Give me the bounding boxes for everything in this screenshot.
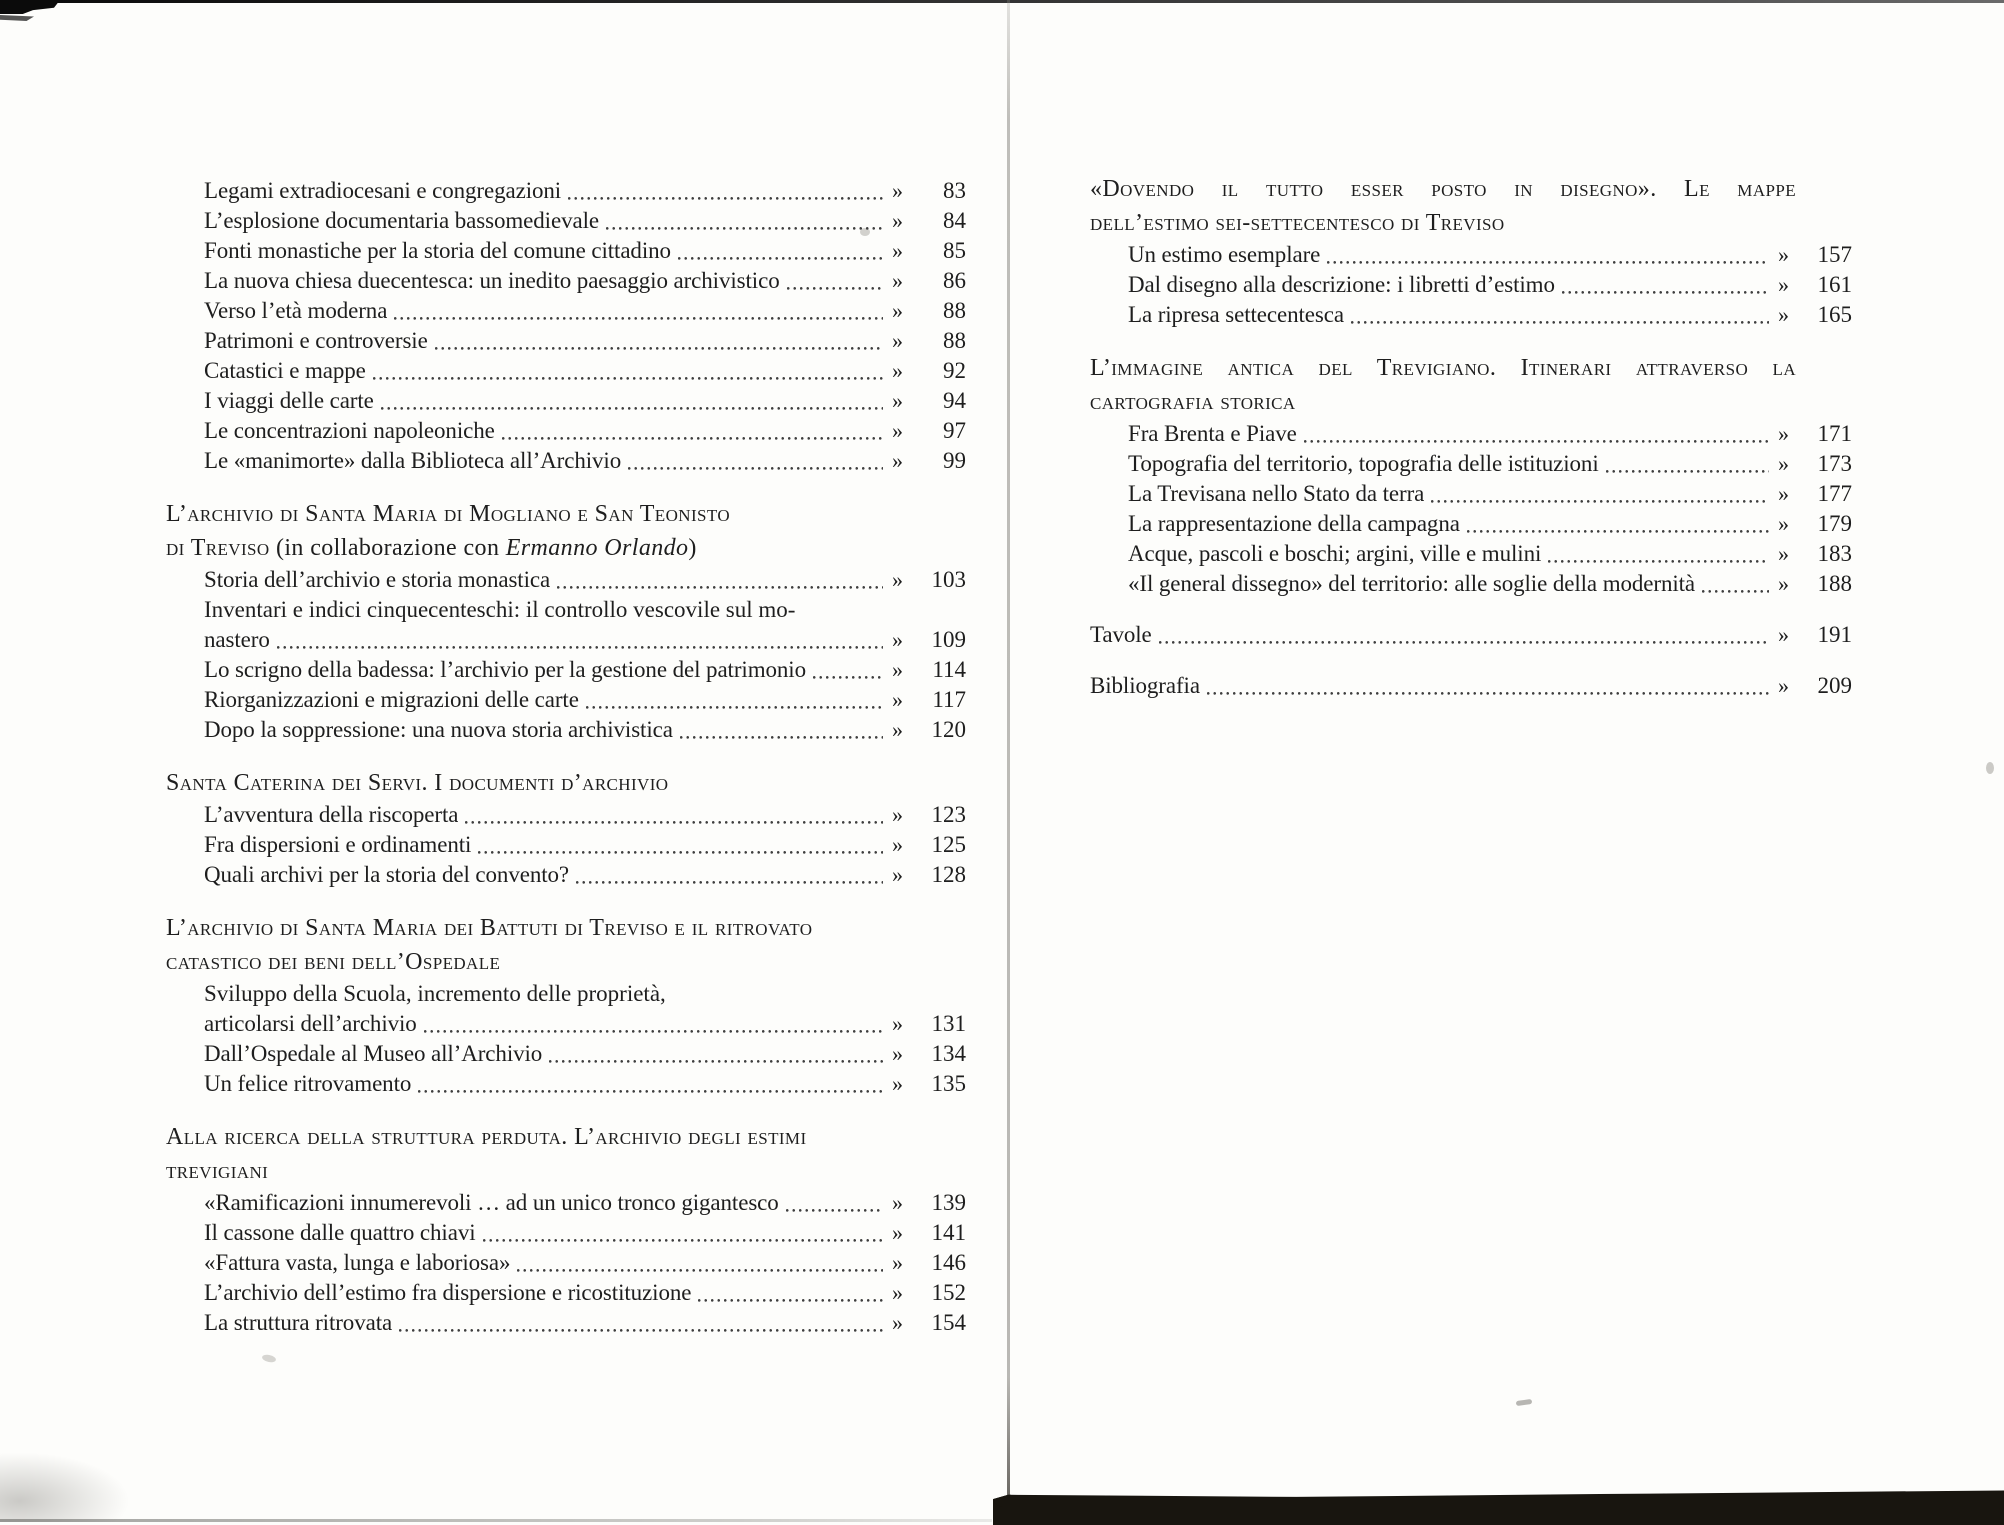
entry-row (204, 1248, 966, 1278)
entry-text: Topografia del territorio, topografia delle istituzioni (1128, 451, 1599, 476)
dot-leader (483, 1239, 883, 1242)
page-mark: » (1778, 511, 1789, 536)
toc-entry (166, 266, 966, 296)
entry-row (204, 830, 966, 860)
heading-segment: L’archivio di Santa Maria di Mogliano e San Teonisto (166, 501, 731, 527)
page-number: 123 (931, 802, 966, 827)
dot-leader (606, 227, 883, 230)
heading-line (166, 497, 966, 531)
page-number: 131 (931, 1011, 966, 1036)
entry-row (204, 386, 966, 416)
heading-segment: Ermanno Orlando (505, 535, 689, 561)
page-gutter-line (1007, 0, 1010, 1497)
entry-text: «Fattura vasta, lunga e laboriosa» (204, 1250, 511, 1275)
toc-entry (166, 1308, 966, 1338)
entry-row (1128, 270, 1852, 300)
heading-segment: trevigiani (166, 1158, 269, 1184)
dot-leader (1562, 291, 1769, 294)
entry-text: Acque, pascoli e boschi; argini, ville e mulini (1128, 541, 1542, 566)
page-number: 109 (931, 627, 966, 652)
dot-leader (381, 407, 883, 410)
heading-line (1090, 385, 1852, 419)
page-mark: » (1778, 302, 1789, 327)
toc-entry (166, 715, 966, 745)
entry-text: Il cassone dalle quattro chiavi (204, 1220, 476, 1245)
page-number: 152 (931, 1280, 966, 1305)
entry-text: Catastici e mappe (204, 358, 366, 383)
dot-leader (586, 706, 883, 709)
toc-entry (1090, 539, 1852, 569)
dot-leader (1207, 692, 1769, 695)
toc-entry (166, 979, 966, 1039)
entry-text: La Trevisana nello Stato da terra (1128, 481, 1425, 506)
entry-row (204, 1188, 966, 1218)
page-mark: » (1778, 451, 1789, 476)
toc-entry (166, 446, 966, 476)
entry-row (204, 1039, 966, 1069)
page-number: 103 (931, 567, 966, 592)
dot-leader (418, 1090, 883, 1093)
toc-entry (166, 595, 966, 655)
page-mark: » (892, 1310, 903, 1335)
entry-text: «Il general dissegno» del territorio: alle soglie della modernità (1128, 571, 1696, 596)
dot-leader (517, 1269, 883, 1272)
entry-row (204, 625, 966, 655)
page-mark: » (892, 418, 903, 443)
entry-text: La nuova chiesa duecentesca: un inedito paesaggio archivistico (204, 268, 780, 293)
heading-segment: cartografia storica (1090, 389, 1296, 415)
page-number: 183 (1817, 541, 1852, 566)
toc-left-page (166, 176, 966, 1338)
entry-row (204, 326, 966, 356)
entry-text: Fra Brenta e Piave (1128, 421, 1297, 446)
heading-segment: Santa Caterina dei Servi. I documenti d’archivio (166, 770, 669, 796)
toc-entry (1090, 509, 1852, 539)
toc-entry (1090, 449, 1852, 479)
page-number: 179 (1817, 511, 1852, 536)
entry-row (204, 296, 966, 326)
entry-text-line (204, 595, 966, 625)
entry-row (204, 860, 966, 890)
entry-row (204, 446, 966, 476)
dot-leader (277, 646, 883, 649)
page-number: 117 (932, 687, 966, 712)
page-number: 128 (931, 862, 966, 887)
page-number: 135 (931, 1071, 966, 1096)
entry-row (1128, 509, 1852, 539)
section-heading (1090, 172, 1852, 240)
heading-line (166, 1154, 966, 1188)
page-mark: » (1778, 571, 1789, 596)
toc-entry (166, 236, 966, 266)
page-number: 154 (931, 1310, 966, 1335)
page-mark: » (892, 1011, 903, 1036)
entry-text: Fonti monastiche per la storia del comune cittadino (204, 238, 671, 263)
dot-leader (568, 197, 883, 200)
dot-leader (399, 1329, 883, 1332)
dot-leader (786, 1209, 883, 1212)
toc-entry (166, 386, 966, 416)
toc-entry (166, 860, 966, 890)
section-heading (166, 497, 966, 565)
dot-leader (1606, 470, 1769, 473)
entry-row (1128, 240, 1852, 270)
heading-line (166, 911, 966, 945)
entry-text: L’esplosione documentaria bassomedievale (204, 208, 599, 233)
toc-section (1090, 172, 1852, 330)
page-mark: » (892, 388, 903, 413)
entry-text: Dall’Ospedale al Museo all’Archivio (204, 1041, 543, 1066)
page-number: 86 (943, 268, 966, 293)
scan-speck (261, 1354, 276, 1364)
page-mark: » (892, 268, 903, 293)
toc-entry (1090, 240, 1852, 270)
heading-line (166, 1120, 966, 1154)
page-mark: » (892, 1280, 903, 1305)
entry-text: La rappresentazione della campagna (1128, 511, 1460, 536)
page-mark: » (1778, 272, 1789, 297)
dot-leader (698, 1299, 883, 1302)
scan-bottom-black-strip (993, 1489, 2004, 1525)
toc-section (1090, 671, 1852, 701)
entry-row (1128, 539, 1852, 569)
entry-text: Le «manimorte» dalla Biblioteca all’Archivio (204, 448, 622, 473)
entry-text: Dal disegno alla descrizione: i libretti d’estimo (1128, 272, 1555, 297)
entry-text: Riorganizzazioni e migrazioni delle carte (204, 687, 579, 712)
entry-text: Tavole (1090, 622, 1152, 647)
page-mark: » (1778, 673, 1789, 698)
entry-text: articolarsi dell’archivio (204, 1011, 417, 1036)
page-mark: » (1778, 541, 1789, 566)
dot-leader (1159, 641, 1769, 644)
page-mark: » (892, 1041, 903, 1066)
page-number: 88 (943, 328, 966, 353)
entry-row (204, 1308, 966, 1338)
entry-row (204, 1069, 966, 1099)
page-number: 139 (931, 1190, 966, 1215)
page-mark: » (892, 567, 903, 592)
toc-entry (166, 1188, 966, 1218)
heading-segment: ) (688, 535, 697, 561)
entry-row (204, 1009, 966, 1039)
entry-text: Storia dell’archivio e storia monastica (204, 567, 551, 592)
entry-text: L’avventura della riscoperta (204, 802, 459, 827)
page-mark: » (892, 448, 903, 473)
entry-row (204, 416, 966, 446)
heading-line (1090, 172, 1796, 206)
dot-leader (1548, 560, 1769, 563)
entry-text: Sviluppo della Scuola, incremento delle proprietà, (204, 981, 666, 1006)
entry-row (204, 655, 966, 685)
scan-corner-mark (0, 0, 60, 14)
entry-text: I viaggi delle carte (204, 388, 374, 413)
dot-leader (373, 377, 883, 380)
toc-entry (166, 565, 966, 595)
entry-row (1090, 671, 1852, 701)
page-mark: » (892, 627, 903, 652)
page-number: 165 (1817, 302, 1852, 327)
heading-line (1090, 206, 1852, 240)
page-number: 99 (943, 448, 966, 473)
heading-segment: «Dovendo il tutto esser posto in disegno». Le mappe (1090, 176, 1796, 202)
dot-leader (1467, 530, 1769, 533)
toc-entry (1090, 479, 1852, 509)
dot-leader (424, 1030, 883, 1033)
toc-entry (166, 1248, 966, 1278)
page-mark: » (892, 687, 903, 712)
page-number: 134 (931, 1041, 966, 1066)
page-mark: » (892, 208, 903, 233)
toc-section (166, 766, 966, 890)
entry-row (204, 1278, 966, 1308)
entry-text: Patrimoni e controversie (204, 328, 428, 353)
page-mark: » (892, 1220, 903, 1245)
page-mark: » (892, 717, 903, 742)
page-number: 114 (932, 657, 966, 682)
page-number: 146 (931, 1250, 966, 1275)
toc-entry (166, 1278, 966, 1308)
page-number: 94 (943, 388, 966, 413)
page-mark: » (1778, 481, 1789, 506)
entry-text: Un estimo esemplare (1128, 242, 1321, 267)
entry-text: L’archivio dell’estimo fra dispersione e ricostituzione (204, 1280, 692, 1305)
toc-entry (166, 1069, 966, 1099)
dot-leader (628, 467, 883, 470)
page-number: 92 (943, 358, 966, 383)
entry-text: La struttura ritrovata (204, 1310, 393, 1335)
page-number: 171 (1817, 421, 1852, 446)
page-mark: » (892, 832, 903, 857)
scan-corner-dash (0, 15, 34, 21)
entry-row (204, 1218, 966, 1248)
page-number: 85 (943, 238, 966, 263)
dot-leader (465, 821, 883, 824)
entry-text: Legami extradiocesani e congregazioni (204, 178, 562, 203)
dot-leader (502, 437, 883, 440)
heading-segment: L’archivio di Santa Maria dei Battuti di Treviso e il ritrovato (166, 915, 813, 941)
scan-speck (1986, 762, 1994, 774)
toc-entry (166, 176, 966, 206)
page-number: 191 (1817, 622, 1852, 647)
page-number: 120 (931, 717, 966, 742)
entry-text: Le concentrazioni napoleoniche (204, 418, 495, 443)
toc-entry (166, 1039, 966, 1069)
page-number: 188 (1817, 571, 1852, 596)
entry-text: Verso l’età moderna (204, 298, 388, 323)
entry-text: La ripresa settecentesca (1128, 302, 1344, 327)
entry-row (1128, 479, 1852, 509)
page-number: 97 (943, 418, 966, 443)
dot-leader (549, 1060, 883, 1063)
entry-row (204, 176, 966, 206)
page-number: 83 (943, 178, 966, 203)
dot-leader (1431, 500, 1769, 503)
dot-leader (576, 881, 883, 884)
entry-row (204, 565, 966, 595)
heading-line (166, 945, 966, 979)
section-heading (1090, 351, 1852, 419)
section-heading (166, 1120, 966, 1188)
page-number: 88 (943, 298, 966, 323)
heading-segment: L’immagine antica del Trevigiano. Itinerari attraverso la (1090, 355, 1796, 381)
entry-row (1128, 419, 1852, 449)
page-mark: » (892, 657, 903, 682)
entry-row (204, 356, 966, 386)
page-number: 125 (931, 832, 966, 857)
entry-text: Fra dispersioni e ordinamenti (204, 832, 472, 857)
heading-line (166, 531, 966, 565)
entry-row (204, 685, 966, 715)
toc-section (166, 911, 966, 1099)
scan-top-edge-line (0, 0, 2004, 3)
entry-row (204, 236, 966, 266)
heading-segment: catastico dei beni dell’Ospedale (166, 949, 501, 975)
toc-right-page (1090, 172, 1852, 701)
entry-text: Lo scrigno della badessa: l’archivio per la gestione del patrimonio (204, 657, 806, 682)
dot-leader (787, 287, 883, 290)
section-heading (166, 911, 966, 979)
heading-line (166, 766, 966, 800)
page-mark: » (892, 1071, 903, 1096)
toc-entry (1090, 419, 1852, 449)
toc-entry (166, 296, 966, 326)
entry-row (204, 715, 966, 745)
dot-leader (678, 257, 883, 260)
heading-segment: Alla ricerca della struttura perduta. L’archivio degli estimi (166, 1124, 807, 1150)
page-number: 173 (1817, 451, 1852, 476)
entry-text: Dopo la soppressione: una nuova storia archivistica (204, 717, 673, 742)
entry-text-line (204, 979, 966, 1009)
entry-text: Un felice ritrovamento (204, 1071, 412, 1096)
toc-entry (1090, 569, 1852, 599)
toc-entry (166, 830, 966, 860)
entry-row (1090, 620, 1852, 650)
section-heading (166, 766, 966, 800)
page-mark: » (892, 862, 903, 887)
heading-line (1090, 351, 1796, 385)
scan-speck (1516, 1399, 1533, 1406)
toc-entry (1090, 671, 1852, 701)
toc-section (166, 176, 966, 476)
toc-entry (166, 800, 966, 830)
page-mark: » (892, 298, 903, 323)
page-mark: » (892, 1250, 903, 1275)
dot-leader (1327, 261, 1769, 264)
dot-leader (478, 851, 883, 854)
page-number: 141 (931, 1220, 966, 1245)
toc-entry (166, 206, 966, 236)
entry-row (1128, 449, 1852, 479)
page-mark: » (892, 802, 903, 827)
toc-entry (166, 416, 966, 446)
page-number: 157 (1817, 242, 1852, 267)
page-mark: » (892, 358, 903, 383)
dot-leader (813, 676, 883, 679)
scan-smudge-bottom-left (0, 1452, 130, 1522)
dot-leader (1351, 321, 1769, 324)
toc-entry (166, 685, 966, 715)
toc-entry (166, 655, 966, 685)
toc-section (1090, 620, 1852, 650)
page-number: 177 (1817, 481, 1852, 506)
toc-entry (1090, 620, 1852, 650)
entry-row (1128, 569, 1852, 599)
toc-entry (166, 1218, 966, 1248)
page-number: 84 (943, 208, 966, 233)
entry-row (1128, 300, 1852, 330)
page-mark: » (892, 178, 903, 203)
toc-entry (166, 356, 966, 386)
toc-entry (1090, 270, 1852, 300)
heading-segment: di Treviso (166, 535, 276, 561)
page-mark: » (892, 238, 903, 263)
heading-segment: (in collaborazione con (275, 535, 506, 561)
page-number: 209 (1817, 673, 1852, 698)
dot-leader (394, 317, 883, 320)
toc-section (166, 497, 966, 745)
dot-leader (435, 347, 883, 350)
entry-text: nastero (204, 627, 270, 652)
entry-text: Inventari e indici cinquecenteschi: il controllo vescovile sul mo- (204, 597, 796, 622)
toc-entry (166, 326, 966, 356)
page-number: 161 (1817, 272, 1852, 297)
entry-row (204, 266, 966, 296)
page-mark: » (1778, 242, 1789, 267)
page-mark: » (892, 328, 903, 353)
entry-text: Quali archivi per la storia del convento? (204, 862, 570, 887)
page-mark: » (892, 1190, 903, 1215)
scan-bottom-hairline (0, 1519, 992, 1522)
dot-leader (1304, 440, 1769, 443)
toc-entry (1090, 300, 1852, 330)
toc-section (1090, 351, 1852, 599)
dot-leader (680, 736, 883, 739)
toc-section (166, 1120, 966, 1338)
entry-text: «Ramificazioni innumerevoli … ad un unico tronco gigantesco (204, 1190, 779, 1215)
dot-leader (1702, 590, 1769, 593)
heading-segment: dell’estimo sei-settecentesco di Treviso (1090, 210, 1505, 236)
page-mark: » (1778, 622, 1789, 647)
page-mark: » (1778, 421, 1789, 446)
entry-text: Bibliografia (1090, 673, 1200, 698)
dot-leader (557, 586, 883, 589)
entry-row (204, 800, 966, 830)
entry-row (204, 206, 966, 236)
